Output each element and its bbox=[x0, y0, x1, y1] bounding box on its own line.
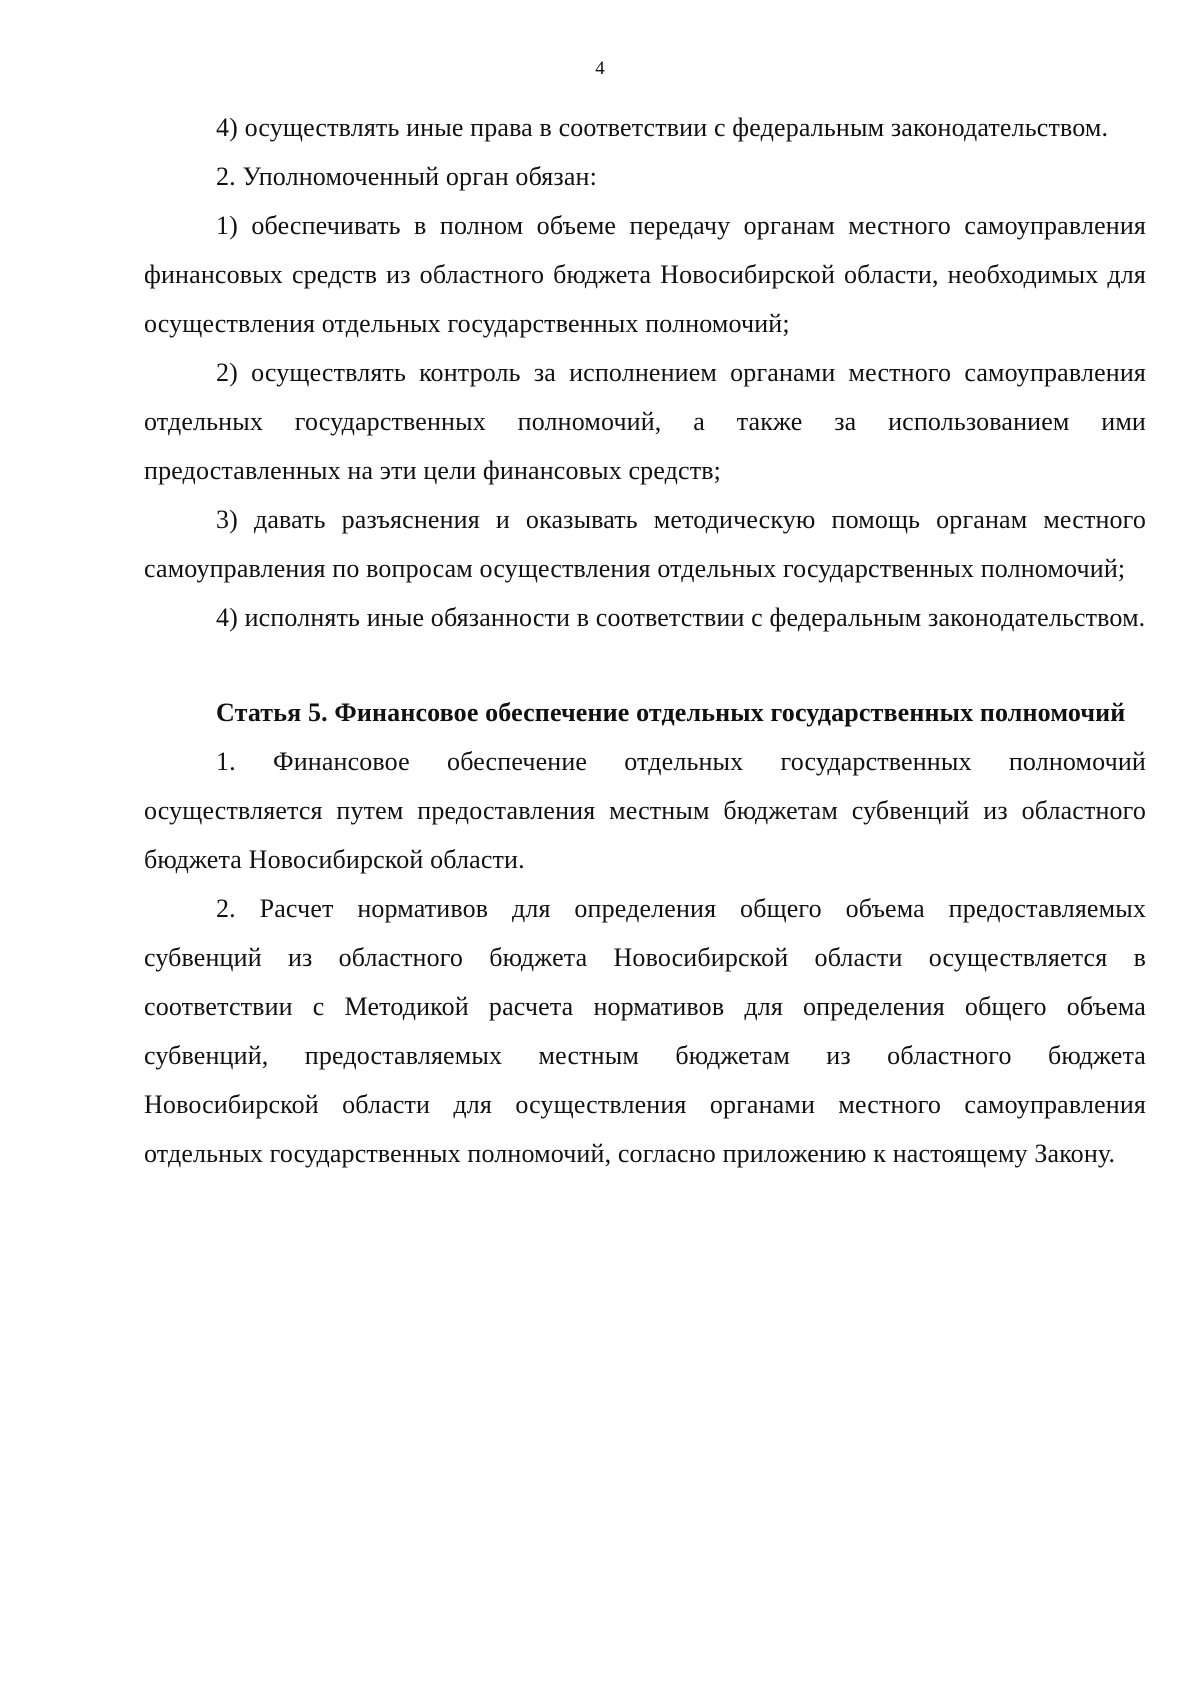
paragraph-obligation-1: 1) обеспечивать в полном объеме передачу органам местного самоуправления финансовых средств из областного бюджета Новосибирской области, необходимых для осуществления отдельных государственных полномочий; bbox=[144, 211, 1146, 338]
document-body bbox=[144, 103, 1146, 1178]
article-5-paragraph-2: 2. Расчет нормативов для определения общего объема предоставляемых субвенций из областного бюджета Новосибирской области осуществляется в соответствии с Методикой расчета нормативов для определения общего объема субвенций, предоставляемых местным бюджетам из областного бюджета Новосибирской области для осуществления органами местного самоуправления отдельных государственных полномочий, согласно приложению к настоящему Закону. bbox=[144, 894, 1146, 1168]
article-5-paragraph-1: 1. Финансовое обеспечение отдельных государственных полномочий осуществляется путем предоставления местным бюджетам субвенций из областного бюджета Новосибирской области. bbox=[144, 747, 1146, 874]
paragraph-rights-4: 4) осуществлять иные права в соответствии с федеральным законодательством. bbox=[216, 113, 1109, 142]
article-5-heading: Статья 5. Финансовое обеспечение отдельных государственных полномочий bbox=[216, 698, 1126, 727]
page-number: 4 bbox=[595, 58, 605, 79]
paragraph-obligation-2: 2) осуществлять контроль за исполнением органами местного самоуправления отдельных государственных полномочий, а также за использованием ими предоставленных на эти цели финансовых средств; bbox=[144, 358, 1146, 485]
paragraph-obligation-4: 4) исполнять иные обязанности в соответствии с федеральным законодательством. bbox=[216, 603, 1146, 632]
paragraph-obligation-3: 3) давать разъяснения и оказывать методическую помощь органам местного самоуправления по вопросам осуществления отдельных государственных полномочий; bbox=[144, 505, 1146, 583]
paragraph-obligations-intro: 2. Уполномоченный орган обязан: bbox=[216, 162, 597, 191]
